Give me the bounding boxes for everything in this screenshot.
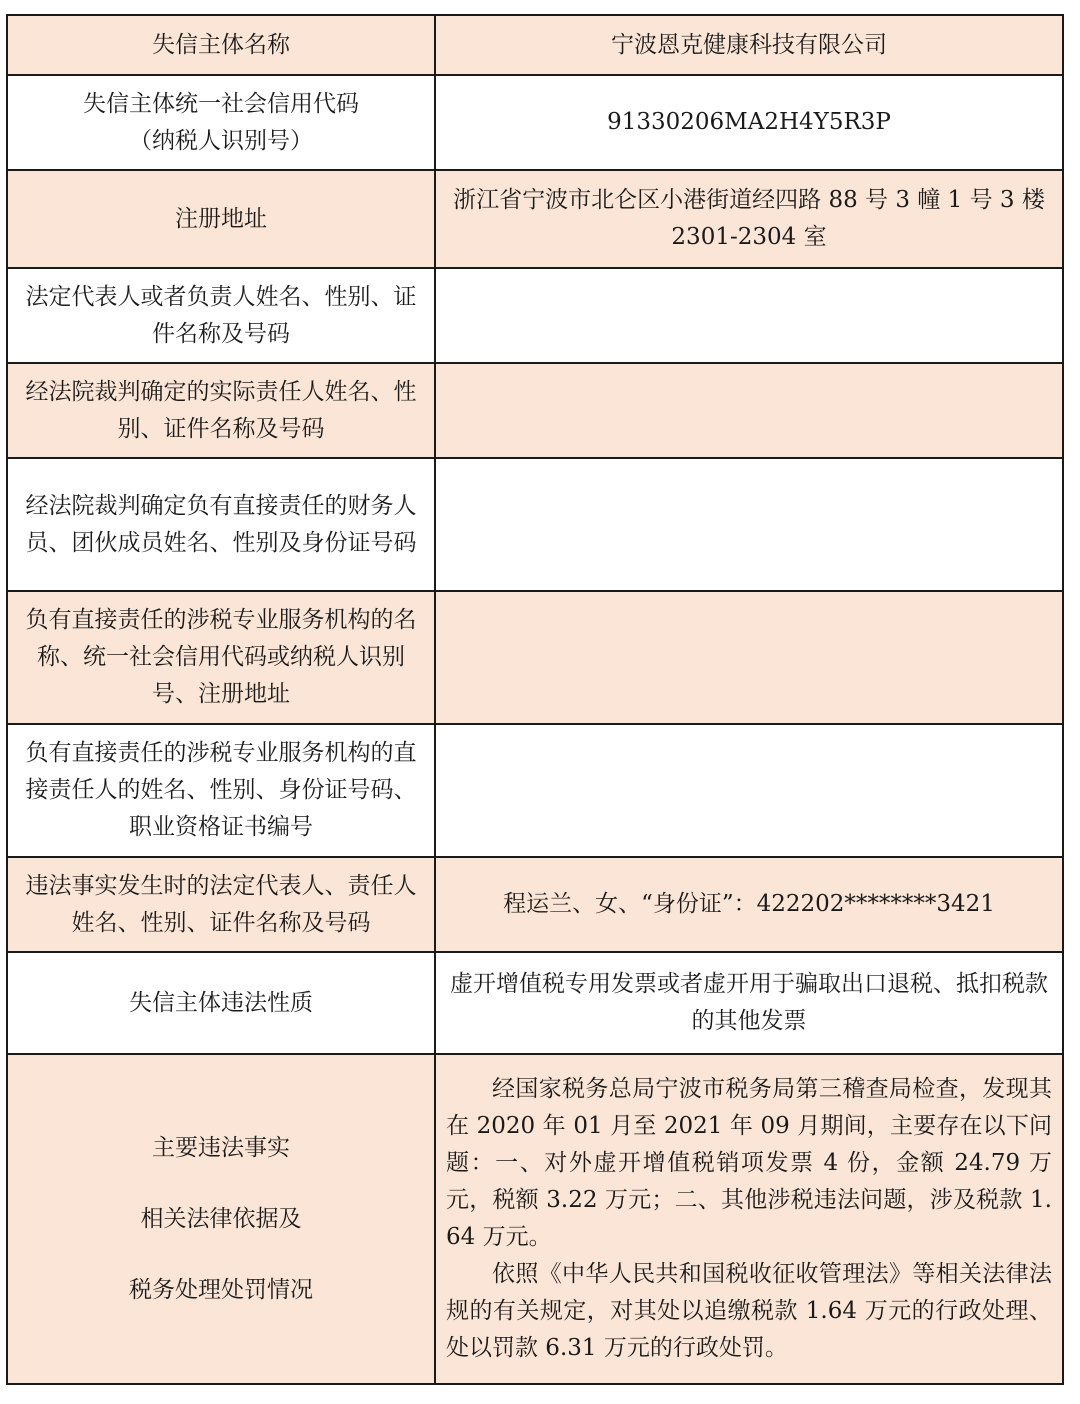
table-row — [7, 15, 1063, 75]
row-label-credit-code: 失信主体统一社会信用代码 （纳税人识别号） — [7, 75, 435, 170]
table-row — [7, 591, 1063, 724]
row-label-tax-agency-person: 负有直接责任的涉税专业服务机构的直接责任人的姓名、性别、身份证号码、职业资格证书编号 — [7, 724, 435, 857]
row-value-financial-staff — [435, 458, 1063, 591]
row-value-tax-agency-person — [435, 724, 1063, 857]
table-row — [7, 458, 1063, 591]
row-label-tax-agency: 负有直接责任的涉税专业服务机构的名称、统一社会信用代码或纳税人识别号、注册地址 — [7, 591, 435, 724]
row-value-main-facts — [435, 1054, 1063, 1384]
row-label-financial-staff: 经法院裁判确定负有直接责任的财务人员、团伙成员姓名、性别及身份证号码 — [7, 458, 435, 591]
table-row — [7, 857, 1063, 952]
row-label-violation-nature: 失信主体违法性质 — [7, 952, 435, 1054]
table-row — [7, 724, 1063, 857]
row-value-registered-address: 浙江省宁波市北仑区小港街道经四路 88 号 3 幢 1 号 3 楼 2301-2304 室 — [435, 170, 1063, 268]
row-value-credit-code: 91330206MA2H4Y5R3P — [435, 75, 1063, 170]
row-value-actual-responsible-person — [435, 363, 1063, 458]
row-value-tax-agency — [435, 591, 1063, 724]
row-value-representative-at-violation: 程运兰、女、“身份证”：422202********3421 — [435, 857, 1063, 952]
row-label-registered-address: 注册地址 — [7, 170, 435, 268]
row-label-main-facts — [7, 1054, 435, 1384]
row-value-legal-representative — [435, 268, 1063, 363]
table-row — [7, 75, 1063, 170]
row-label-legal-representative: 法定代表人或者负责人姓名、性别、证件名称及号码 — [7, 268, 435, 363]
facts-label-line-3: 税务处理处罚情况 — [129, 1276, 313, 1303]
row-label-actual-responsible-person: 经法院裁判确定的实际责任人姓名、性别、证件名称及号码 — [7, 363, 435, 458]
table-row — [7, 952, 1063, 1054]
table-row — [7, 363, 1063, 458]
row-label-entity-name: 失信主体名称 — [7, 15, 435, 75]
table-row — [7, 170, 1063, 268]
row-label-representative-at-violation: 违法事实发生时的法定代表人、责任人姓名、性别、证件名称及号码 — [7, 857, 435, 952]
table-row — [7, 268, 1063, 363]
facts-label-line-1: 主要违法事实 — [152, 1134, 290, 1161]
facts-label-line-2: 相关法律依据及 — [140, 1205, 302, 1232]
facts-paragraph-findings: 经国家税务总局宁波市税务局第三稽查局检查，发现其在 2020 年 01 月至 2021 年 09 月期间，主要存在以下问题：一、对外虚开增值税销项发票 4 份，金额 24.79 万元，税额 3.22 万元；二、其他涉税违法问题，涉及税款 1.64 万元。 — [446, 1076, 1052, 1250]
taxpayer-record-table — [6, 14, 1064, 1385]
facts-paragraph-penalty: 依照《中华人民共和国税收征收管理法》等相关法律法规的有关规定，对其处以追缴税款 1.64 万元的行政处理、处以罚款 6.31 万元的行政处罚。 — [446, 1261, 1052, 1361]
row-value-entity-name: 宁波恩克健康科技有限公司 — [435, 15, 1063, 75]
row-value-violation-nature: 虚开增值税专用发票或者虚开用于骗取出口退税、抵扣税款的其他发票 — [435, 952, 1063, 1054]
table-row — [7, 1054, 1063, 1384]
